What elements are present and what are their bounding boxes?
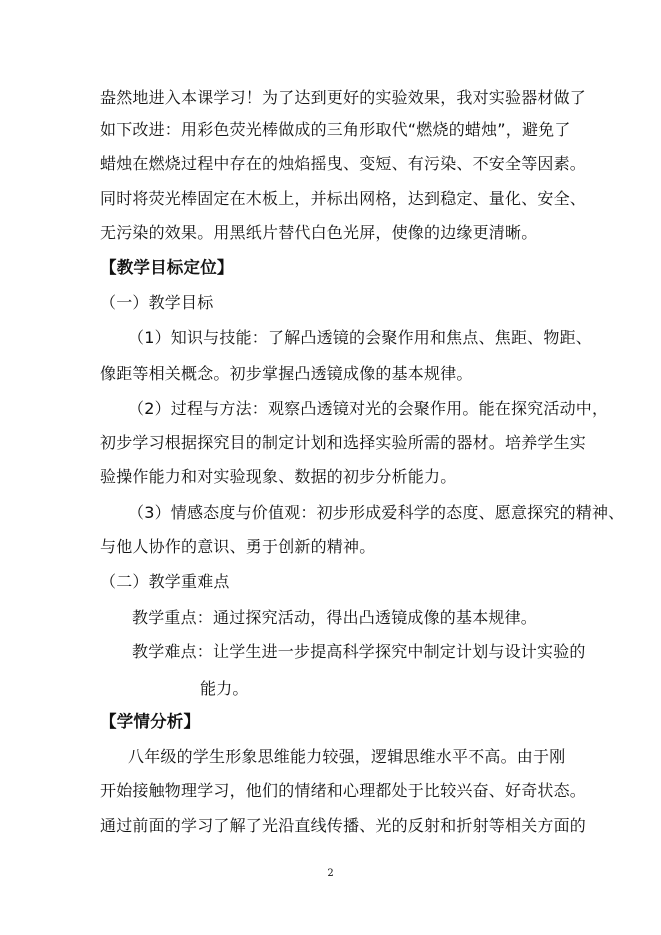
text-line: 无污染的效果。用黑纸片替代白色光屏，使像的边缘更清晰。 (100, 223, 538, 242)
page-number: 2 (327, 868, 334, 879)
text-line: （2）过程与方法：观察凸透镜对光的会聚作用。能在探究活动中， (128, 399, 609, 418)
text-line: 通过前面的学习了解了光沿直线传播、光的反射和折射等相关方面的 (100, 816, 587, 835)
text-line: 开始接触物理学习，他们的情绪和心理都处于比较兴奋、好奇状态。 (100, 781, 587, 800)
text-line: 初步学习根据探究目的制定计划和选择实验所需的器材。培养学生实 (100, 433, 587, 452)
text-line: 教学重点：通过探究活动，得出凸透镜成像的基本规律。 (132, 608, 538, 627)
section-heading-student-analysis: 【学情分析】 (100, 712, 201, 731)
text-line: （3）情感态度与价值观：初步形成爱科学的态度、愿意探究的精神、 (128, 503, 625, 522)
text-line: 验操作能力和对实验现象、数据的初步分析能力。 (100, 467, 457, 486)
text-line: 教学难点：让学生进一步提高科学探究中制定计划与设计实验的 (132, 642, 586, 661)
text-line: 盎然地进入本课学习！为了达到更好的实验效果，我对实验器材做了 (100, 88, 587, 107)
subsection-heading: （二）教学重难点 (100, 572, 230, 591)
text-line: 同时将荧光棒固定在木板上，并标出网格，达到稳定、量化、安全、 (100, 189, 587, 208)
text-line: （1）知识与技能：了解凸透镜的会聚作用和焦点、焦距、物距、 (128, 328, 592, 347)
subsection-heading: （一）教学目标 (100, 293, 214, 312)
text-line: 能力。 (200, 679, 249, 698)
text-line: 蜡烛在燃烧过程中存在的烛焰摇曳、变短、有污染、不安全等因素。 (100, 154, 587, 173)
section-heading-teaching-goals: 【教学目标定位】 (100, 258, 234, 277)
text-line: 像距等相关概念。初步掌握凸透镜成像的基本规律。 (100, 364, 473, 383)
text-line: 八年级的学生形象思维能力较强，逻辑思维水平不高。由于刚 (128, 747, 566, 766)
text-line: 与他人协作的意识、勇于创新的精神。 (100, 537, 376, 556)
text-line: 如下改进：用彩色荧光棒做成的三角形取代“燃烧的蜡烛”，避免了 (100, 120, 571, 139)
